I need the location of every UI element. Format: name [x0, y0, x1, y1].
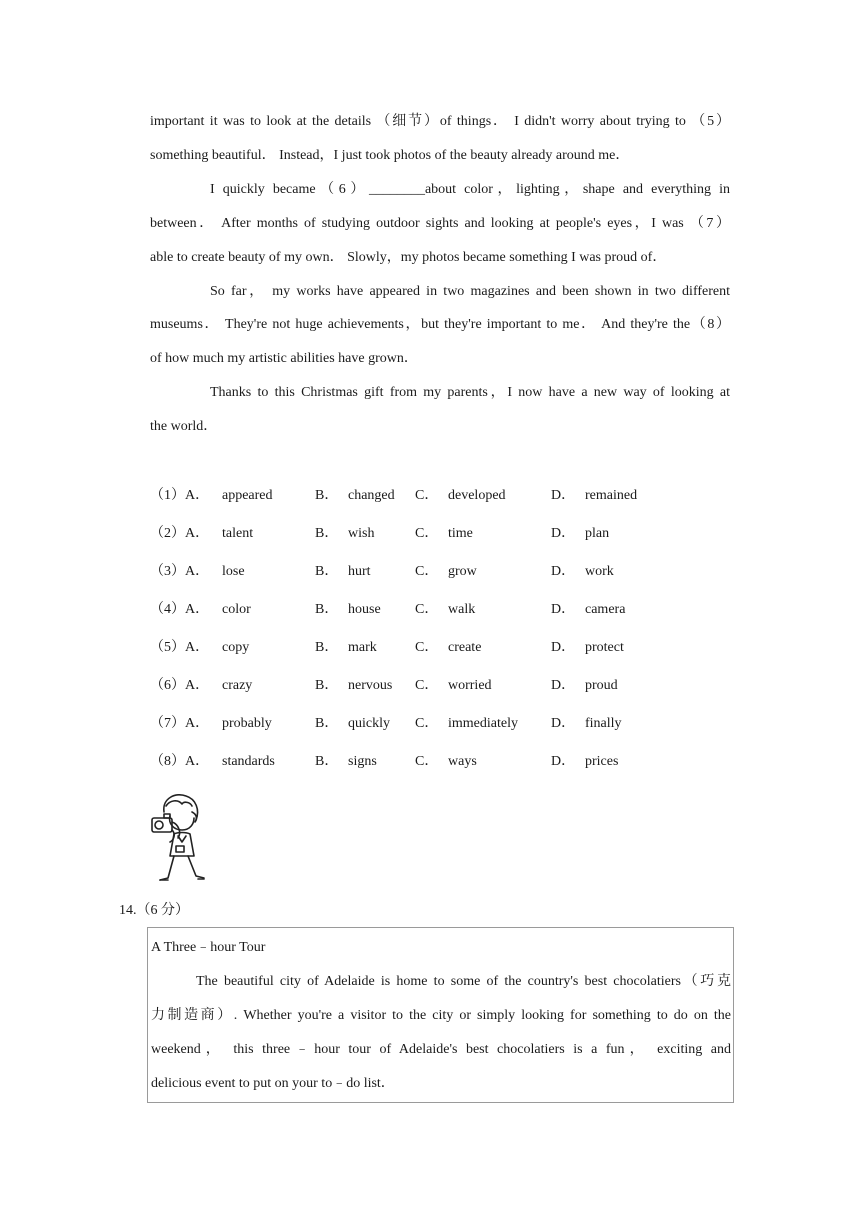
- option-d: finally: [585, 716, 622, 731]
- option-a: probably: [222, 716, 272, 731]
- option-c-label: C．: [415, 526, 439, 541]
- option-c-label: C．: [415, 716, 439, 731]
- option-row-3: [150, 562, 710, 582]
- option-number: （2）A．: [150, 526, 210, 541]
- option-a: copy: [222, 640, 250, 655]
- option-d-label: D．: [551, 716, 576, 731]
- option-row-2: [150, 524, 710, 544]
- option-row-6: [150, 676, 710, 696]
- child-with-camera-icon: [148, 790, 210, 886]
- option-d: plan: [585, 526, 610, 541]
- option-a: talent: [222, 526, 254, 541]
- option-a: color: [222, 602, 251, 617]
- option-row-5: [150, 638, 710, 658]
- passage-title: A Three﹣hour Tour: [151, 940, 266, 955]
- option-b: hurt: [348, 564, 371, 579]
- option-number: （4）A．: [150, 602, 210, 617]
- passage-line-10: the world．: [150, 419, 218, 434]
- option-c: immediately: [448, 716, 518, 731]
- option-row-8: [150, 752, 710, 772]
- passage-line-7: museums． They're not huge achievements，but they're important to me． And they're the（8）: [150, 317, 730, 332]
- option-c: time: [448, 526, 473, 541]
- option-d-label: D．: [551, 526, 576, 541]
- option-number: （3）A．: [150, 564, 210, 579]
- option-b: signs: [348, 754, 377, 769]
- option-b: wish: [348, 526, 375, 541]
- option-d: camera: [585, 602, 626, 617]
- option-d-label: D．: [551, 754, 576, 769]
- passage-line-9: Thanks to this Christmas gift from my parents，I now have a new way of looking at: [210, 385, 730, 400]
- option-d-label: D．: [551, 640, 576, 655]
- option-number: （8）A．: [150, 754, 210, 769]
- option-c-label: C．: [415, 564, 439, 579]
- option-c: worried: [448, 678, 492, 693]
- option-b: house: [348, 602, 381, 617]
- option-b-label: B．: [315, 564, 339, 579]
- option-c: create: [448, 640, 482, 655]
- option-c-label: C．: [415, 488, 439, 503]
- option-d-label: D．: [551, 488, 576, 503]
- option-b: changed: [348, 488, 395, 503]
- option-c-label: C．: [415, 754, 439, 769]
- option-a: crazy: [222, 678, 253, 693]
- option-c-label: C．: [415, 640, 439, 655]
- option-a: lose: [222, 564, 245, 579]
- option-c-label: C．: [415, 678, 439, 693]
- option-b-label: B．: [315, 640, 339, 655]
- option-row-1: [150, 486, 710, 506]
- option-number: （7）A．: [150, 716, 210, 731]
- option-c: developed: [448, 488, 506, 503]
- option-d: prices: [585, 754, 619, 769]
- option-d-label: D．: [551, 564, 576, 579]
- option-d: proud: [585, 678, 618, 693]
- option-number: （6）A．: [150, 678, 210, 693]
- option-b-label: B．: [315, 754, 339, 769]
- option-d: work: [585, 564, 614, 579]
- option-b: quickly: [348, 716, 390, 731]
- option-b-label: B．: [315, 716, 339, 731]
- passage-line-5: able to create beauty of my own． Slowly，my photos became something I was proud of．: [150, 250, 667, 265]
- option-number: （5）A．: [150, 640, 210, 655]
- option-b: nervous: [348, 678, 393, 693]
- passage-line-8: of how much my artistic abilities have grown．: [150, 351, 418, 366]
- passage-line-3: I quickly became（6）________about color，lighting，shape and everything in: [210, 182, 730, 197]
- passage-line-1: important it was to look at the details （细节）of things． I didn't worry about trying to （5）: [150, 114, 730, 129]
- option-row-7: [150, 714, 710, 734]
- option-c: ways: [448, 754, 477, 769]
- passage-line-2: something beautiful． Instead，I just took photos of the beauty already around me．: [150, 148, 630, 163]
- option-d: remained: [585, 488, 638, 503]
- option-number: （1）A．: [150, 488, 210, 503]
- option-a: standards: [222, 754, 275, 769]
- option-d-label: D．: [551, 678, 576, 693]
- option-a: appeared: [222, 488, 273, 503]
- option-b-label: B．: [315, 488, 339, 503]
- option-d-label: D．: [551, 602, 576, 617]
- option-c: grow: [448, 564, 477, 579]
- passage-line-4: between． After months of studying outdoor sights and looking at people's eyes，I was （7）: [150, 216, 730, 231]
- box-line-3: weekend， this three﹣hour tour of Adelaide's best chocolatiers is a fun， exciting and: [151, 1042, 731, 1057]
- option-b-label: B．: [315, 602, 339, 617]
- box-line-4: delicious event to put on your to﹣do list．: [151, 1076, 395, 1091]
- question-number: 14.（6 分）: [119, 903, 189, 918]
- option-row-4: [150, 600, 710, 620]
- passage-line-6: So far， my works have appeared in two magazines and been shown in two different: [210, 284, 730, 299]
- option-b: mark: [348, 640, 377, 655]
- option-c-label: C．: [415, 602, 439, 617]
- option-b-label: B．: [315, 678, 339, 693]
- box-line-2: 力制造商）. Whether you're a visitor to the city or simply looking for something to do on the: [151, 1008, 731, 1023]
- option-c: walk: [448, 602, 476, 617]
- option-b-label: B．: [315, 526, 339, 541]
- option-d: protect: [585, 640, 624, 655]
- passage-box: [147, 927, 734, 1103]
- box-line-1: The beautiful city of Adelaide is home to some of the country's best chocolatiers（巧克: [196, 974, 731, 989]
